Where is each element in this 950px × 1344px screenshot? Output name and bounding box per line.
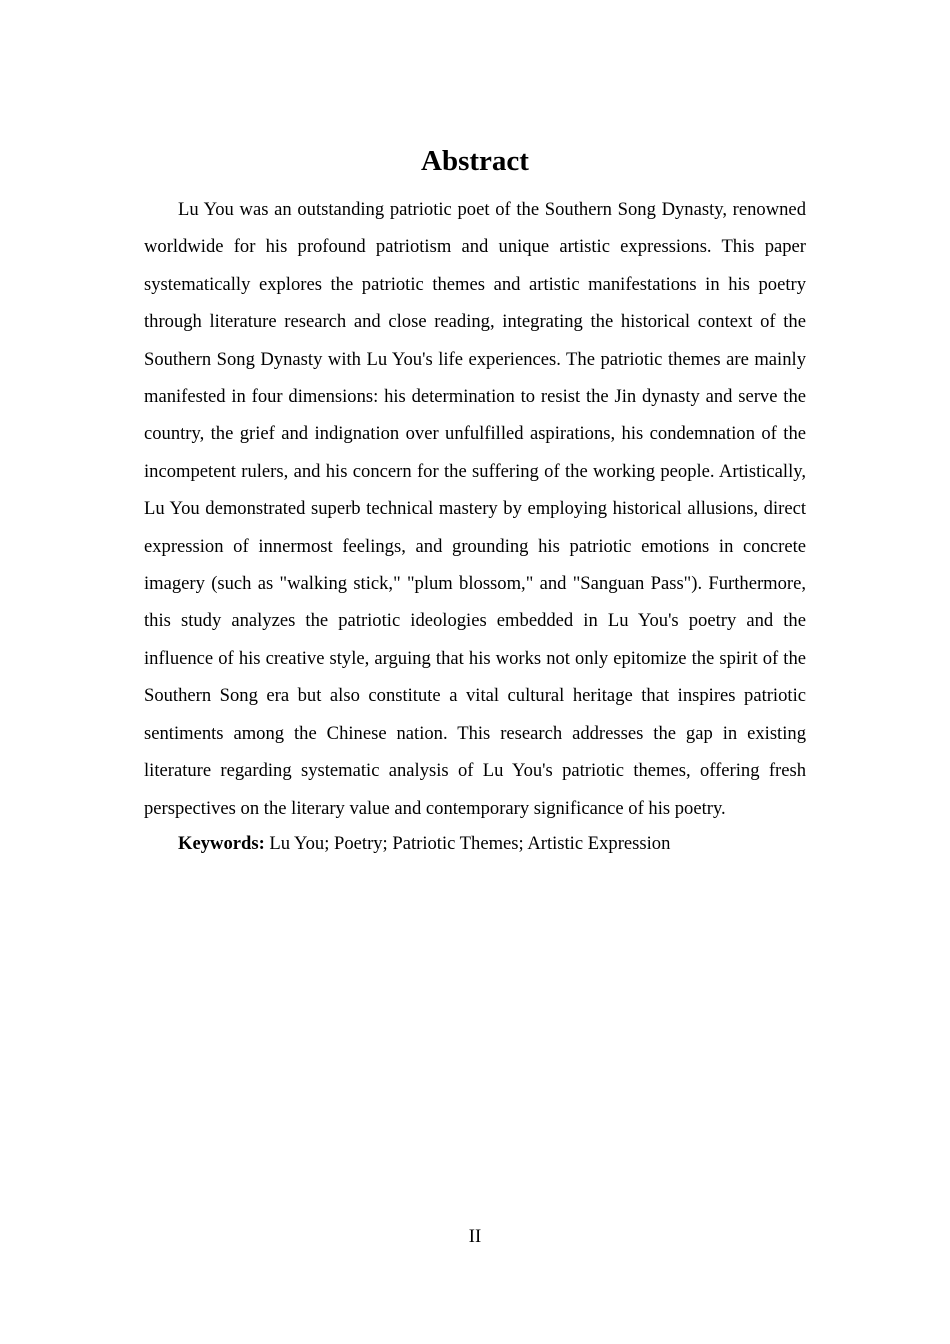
keywords-line <box>144 828 806 860</box>
page-number: II <box>468 1226 482 1247</box>
abstract-paragraph: Lu You was an outstanding patriotic poet of the Southern Song Dynasty, renowned worldwide for his profound patriotism and unique artistic expressions. This paper systematically explores the patriotic themes and artistic manifestations in his poetry through literature research and close reading, integrating the historical context of the Southern Song Dynasty with Lu You's life experiences. The patriotic themes are mainly manifested in four dimensions: his determination to resist the Jin dynasty and serve the country, the grief and indignation over unfulfilled aspirations, his condemnation of the incompetent rulers, and his concern for the suffering of the working people. Artistically, Lu You demonstrated superb technical mastery by employing historical allusions, direct expression of innermost feelings, and grounding his patriotic emotions in concrete imagery (such as "walking stick," "plum blossom," and "Sanguan Pass"). Furthermore, this study analyzes the patriotic ideologies embedded in Lu You's poetry and the influence of his creative style, arguing that his works not only epitomize the spirit of the Southern Song era but also constitute a vital cultural heritage that inspires patriotic sentiments among the Chinese nation. This research addresses the gap in existing literature regarding systematic analysis of Lu You's patriotic themes, offering fresh perspectives on the literary value and contemporary significance of his poetry. <box>144 199 806 819</box>
keywords-value: Lu You; Poetry; Patriotic Themes; Artistic Expression <box>269 833 671 854</box>
keywords-label: Keywords: <box>178 833 265 854</box>
page-title: Abstract <box>421 145 529 177</box>
